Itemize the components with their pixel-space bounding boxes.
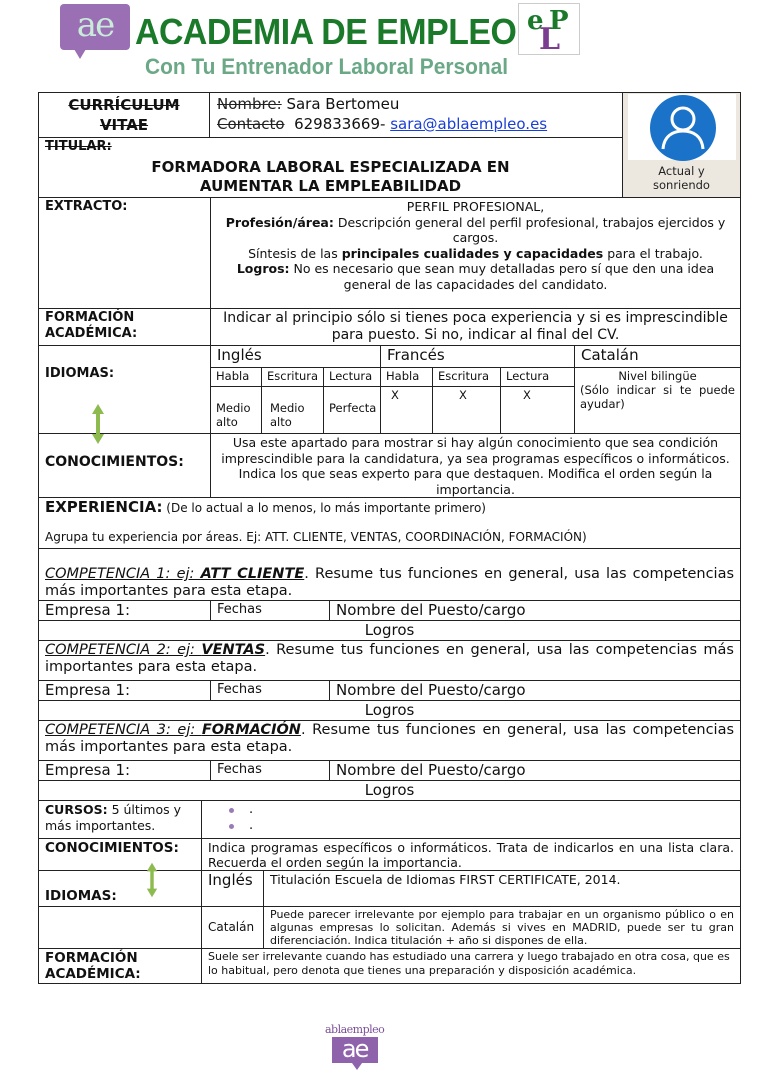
sub-escritura: Escritura: [432, 367, 500, 387]
formacion-top-text: Indicar al principio sólo si tienes poca experiencia y si es imprescindible para puesto. Si no, indicar al final del CV.: [210, 309, 740, 345]
sub-habla: Habla: [380, 367, 432, 387]
contact-label: Contacto: [217, 115, 285, 133]
curso-item: .: [229, 802, 740, 818]
cv-header-block: [39, 93, 740, 197]
contact-info: [210, 93, 622, 138]
titular-value: FORMADORA LABORAL ESPECIALIZADA EN AUMENTAR LA EMPLEABILIDAD: [151, 158, 510, 195]
formacion-top-row: [39, 308, 740, 345]
user-avatar-icon: [650, 95, 716, 161]
conocimientos-top-label: CONOCIMIENTOS:: [45, 454, 184, 470]
formacion-bottom-row: [39, 948, 740, 983]
conocimientos-bottom-text: Indica programas específicos o informáticos. Trata de indicarlos en una lista clara. Recuerda el orden según la importancia.: [201, 839, 740, 870]
footer-ablaempleo-logo: ablaempleo ae: [325, 1023, 385, 1063]
logros-row: [39, 700, 740, 720]
idiomas-catalan-row: [39, 906, 740, 948]
brand-subtitle: Con Tu Entrenador Laboral Personal: [145, 54, 509, 79]
brand-title: ACADEMIA DE EMPLEO: [135, 11, 517, 52]
name-value: Sara Bertomeu: [286, 95, 400, 113]
logros-cell: Logros: [364, 621, 415, 639]
cv-title: CURRÍCULUM VITAE: [39, 93, 210, 138]
catalan-note: Nivel bilingüe (Sólo indicar si te puede ayudar): [574, 367, 740, 433]
idiomas-row: [39, 345, 740, 433]
name-label: Nombre:: [217, 95, 282, 113]
extracto-content: PERFIL PROFESIONAL, Profesión/área: Descripción general del perfil profesional, trabajos ejercidos y cargos. Síntesis de las principales cualidades y capacidades para el trabajo. Logros: No es necesario que sean muy detalladas pero sí que den una idea general de las capacidades del candidato.: [210, 198, 740, 308]
conocimientos-top-row: [39, 433, 740, 497]
languages-grid: [210, 346, 740, 433]
competencia-row: [39, 720, 740, 760]
idioma-ingles: Inglés: [201, 871, 263, 906]
phone-value: 629833669-: [294, 115, 386, 133]
empresa-cell: Empresa 1:: [45, 761, 131, 779]
logros-cell: Logros: [364, 701, 415, 719]
idiomas-bottom-row: [39, 870, 740, 906]
conocimientos-top-text: Usa este apartado para mostrar si hay algún conocimiento que sea condición imprescindible para la candidatura, ya sea programas específicos o informáticos. Indica los que seas experto para que destaquen. Modifica el orden según la importancia.: [210, 434, 740, 497]
empresa-cell: Empresa 1:: [45, 601, 131, 619]
lang-catalan: Catalán: [574, 346, 740, 367]
frances-escritura-value: X: [432, 386, 500, 433]
titular-label: TITULAR:: [45, 139, 112, 154]
ep-logo: e L P: [518, 3, 580, 55]
academia-logo-ae: ae: [60, 4, 130, 50]
email-link[interactable]: sara@ablaempleo.es: [390, 115, 548, 133]
competencia-description: COMPETENCIA 1: ej: ATT CLIENTE. Resume tus funciones en general, usa las competencias más importantes para esta etapa.: [45, 566, 735, 599]
photo-caption: Actual y sonriendo: [653, 164, 710, 192]
cursos-label: CURSOS: 5 últimos y más importantes.: [45, 802, 181, 833]
logros-row: [39, 780, 740, 800]
idioma-ingles-text: Titulación Escuela de Idiomas FIRST CERTIFICATE, 2014.: [263, 871, 740, 906]
job-row: [39, 680, 740, 700]
frances-habla-value: X: [380, 386, 432, 433]
conocimientos-bottom-label: CONOCIMIENTOS:: [45, 840, 179, 856]
sub-escritura: Escritura: [261, 367, 323, 387]
sub-habla: Habla: [211, 367, 261, 387]
fechas-cell: Fechas: [210, 681, 329, 700]
photo-box[interactable]: [622, 93, 740, 197]
idiomas-label: IDIOMAS:: [45, 366, 115, 381]
lang-ingles: Inglés: [217, 346, 262, 364]
ingles-habla-value: Medio alto: [211, 386, 261, 429]
puesto-cell: Nombre del Puesto/cargo: [329, 681, 740, 700]
cursos-row: [39, 800, 740, 838]
ingles-escritura-value: Medio alto: [261, 386, 323, 433]
reorder-arrow-icon: [91, 402, 105, 446]
formacion-bottom-text: Suele ser irrelevante cuando has estudiado una carrera y luego trabajado en otra cosa, que es lo habitual, pero denota que tienes una preparación y disposición académica.: [201, 949, 740, 983]
lang-frances: Francés: [380, 346, 574, 367]
frances-lectura-value: X: [500, 386, 574, 433]
job-row: [39, 760, 740, 780]
curso-item: .: [229, 818, 740, 834]
fechas-cell: Fechas: [210, 601, 329, 620]
reorder-arrow-icon: [145, 861, 159, 899]
competencia-row: [39, 548, 740, 600]
extracto-row: [39, 197, 740, 308]
sub-lectura: Lectura: [323, 367, 380, 387]
experiencia-label: EXPERIENCIA:: [45, 498, 163, 516]
ingles-lectura-value: Perfecta: [323, 386, 380, 433]
fechas-cell: Fechas: [210, 761, 329, 780]
competencia-row: [39, 640, 740, 680]
competencia-description: COMPETENCIA 3: ej: FORMACIÓN. Resume tus funciones en general, usa las competencias más importantes para esta etapa.: [45, 722, 735, 755]
sub-lectura: Lectura: [500, 367, 574, 387]
experiencia-row: [39, 497, 740, 548]
idioma-catalan-text: Puede parecer irrelevante por ejemplo para trabajar en un organismo público o en algunas empresas lo solicitan. Además si vives en MADRID, puede ser tu gran diferenciación. Indica titulación + año si dispones de ella.: [263, 907, 740, 948]
job-row: [39, 600, 740, 620]
logros-row: [39, 620, 740, 640]
idioma-catalan: Catalán: [201, 907, 263, 948]
extracto-label: EXTRACTO:: [45, 199, 128, 214]
cv-table: [38, 92, 741, 984]
titular-block: [39, 138, 622, 197]
competencia-description: COMPETENCIA 2: ej: VENTAS. Resume tus funciones en general, usa las competencias más importantes para esta etapa.: [45, 642, 734, 675]
puesto-cell: Nombre del Puesto/cargo: [329, 601, 740, 620]
experiencia-agrupa: Agrupa tu experiencia por áreas. Ej: ATT. CLIENTE, VENTAS, COORDINACIÓN, FORMACIÓN): [45, 530, 587, 544]
idiomas-bottom-label: IDIOMAS:: [45, 888, 117, 904]
puesto-cell: Nombre del Puesto/cargo: [329, 761, 740, 780]
logros-cell: Logros: [364, 781, 415, 799]
formacion-bottom-label: FORMACIÓN ACADÉMICA:: [45, 950, 141, 982]
experiencia-header: EXPERIENCIA: (De lo actual a lo menos, lo más importante primero) Agrupa tu experiencia por áreas. Ej: ATT. CLIENTE, VENTAS, COORDINACIÓN, FORMACIÓN): [45, 498, 587, 544]
empresa-cell: Empresa 1:: [45, 681, 131, 699]
formacion-top-label: FORMACIÓN ACADÉMICA:: [45, 310, 138, 341]
cursos-list: [202, 801, 740, 834]
